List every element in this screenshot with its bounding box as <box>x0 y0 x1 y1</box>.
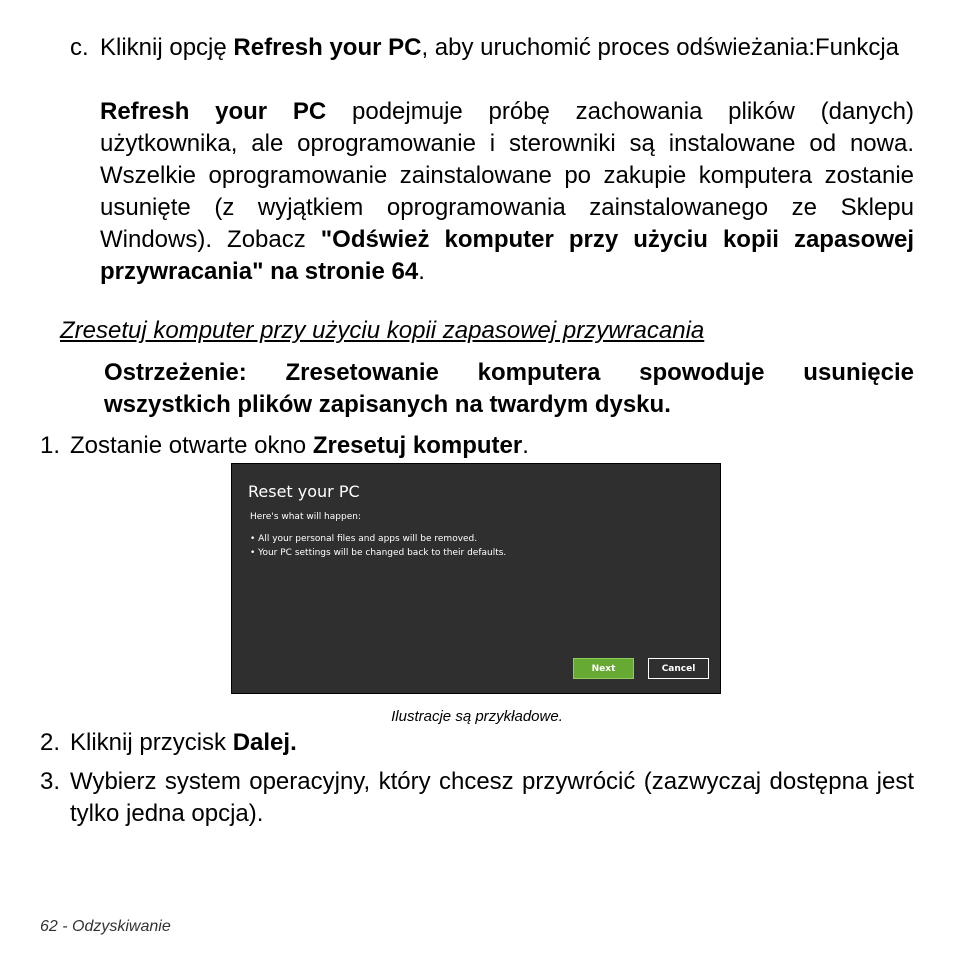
step-1-number: 1. <box>40 432 61 459</box>
cross-reference: "Odśwież komputer przy użyciu kopii zapasowej przywracania" na stronie 64 <box>100 226 915 285</box>
panel-bullet: • All your personal files and apps will be removed. <box>250 534 478 544</box>
next-button[interactable]: Next <box>573 658 634 679</box>
text: podejmuje próbę zachowania plików (danych) użytkownika, ale oprogramowanie i sterowniki są instalowane od nowa. Wszelkie oprogramowanie zainstalowane po zakupie komputera zostanie usunięte (z wyjątkiem oprogramowania zainstalowanego ze Sklepu Windows). Zobacz <box>100 98 914 253</box>
step-2-number: 2. <box>40 729 61 756</box>
text: Kliknij przycisk <box>70 729 233 756</box>
section-heading: Zresetuj komputer przy użyciu kopii zapasowej przywracania <box>60 317 705 344</box>
step-1-text <box>70 430 914 462</box>
reset-pc-screenshot <box>231 463 721 694</box>
window-name-bold: Zresetuj komputer <box>312 432 523 459</box>
warning-text: Ostrzeżenie: Zresetowanie komputera spowoduje usunięcie wszystkich plików zapisanych na twardym dysku. <box>104 359 914 418</box>
item-c-paragraph-2 <box>100 96 914 288</box>
refresh-your-pc-bold: Refresh your PC <box>100 98 327 125</box>
cancel-button[interactable]: Cancel <box>648 658 709 679</box>
panel-subtitle: Here's what will happen: <box>250 512 361 522</box>
panel-title: Reset your PC <box>248 482 360 501</box>
page-footer: 62 - Odzyskiwanie <box>40 918 171 935</box>
text: . <box>418 258 425 285</box>
figure-caption: Ilustracje są przykładowe. <box>391 708 563 725</box>
item-c-paragraph-1 <box>100 32 914 64</box>
text: Zostanie otwarte okno <box>70 432 313 459</box>
step-3-number: 3. <box>40 768 61 795</box>
panel-bullet: • Your PC settings will be changed back to their defaults. <box>250 548 507 558</box>
text: Kliknij opcję <box>100 34 234 61</box>
refresh-your-pc-bold: Refresh your PC <box>233 34 422 61</box>
text: . <box>522 432 529 459</box>
text: , aby uruchomić proces odświeżania:Funkcja <box>421 34 900 61</box>
step-3-text: Wybierz system operacyjny, który chcesz przywrócić (zazwyczaj dostępna jest tylko jedna opcja). <box>70 768 914 827</box>
step-2-text <box>70 727 914 759</box>
list-marker-c: c. <box>70 34 89 61</box>
button-name-bold: Dalej. <box>232 729 297 756</box>
